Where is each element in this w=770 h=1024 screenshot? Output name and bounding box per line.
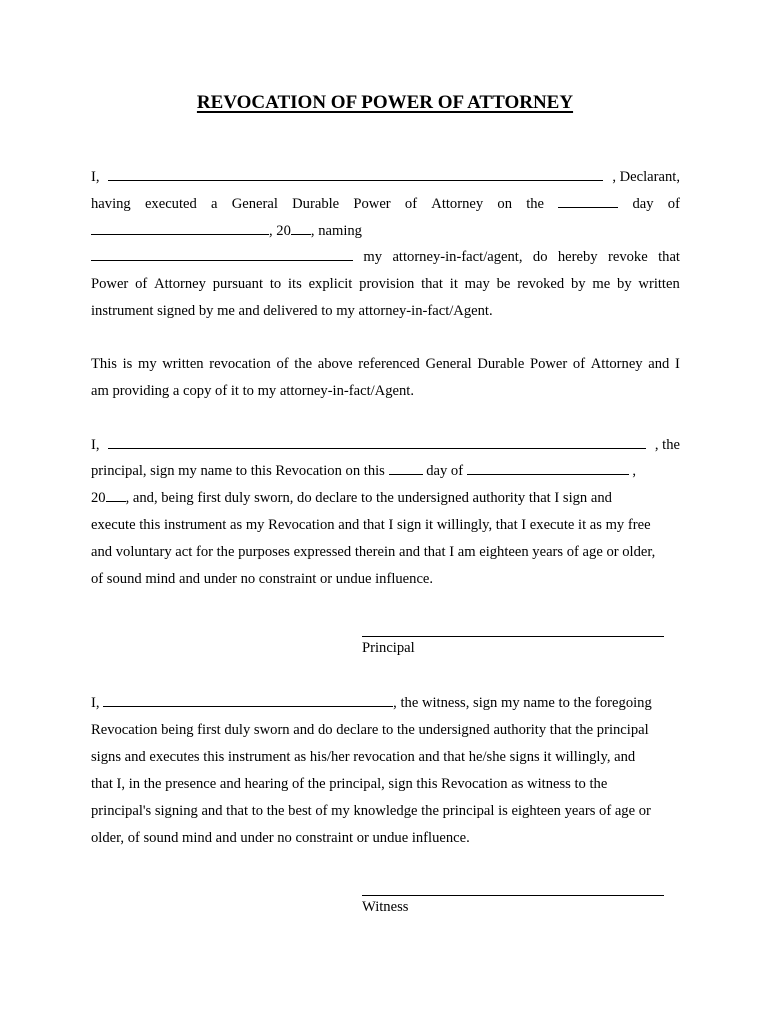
declarant-name-blank[interactable] <box>108 168 603 181</box>
instrument-line: instrument signed by me and delivered to my attorney-in-fact/Agent. <box>91 303 493 319</box>
word: to <box>269 276 282 292</box>
poa-year-blank[interactable] <box>291 222 311 235</box>
word: may <box>464 276 490 292</box>
word: of <box>667 196 680 212</box>
poa-day-blank[interactable] <box>558 195 618 208</box>
principal-text-line: execute this instrument as my Revocation and that I sign it willingly, that I execute it as my free <box>91 517 651 533</box>
word: and <box>648 356 670 372</box>
word: of <box>276 356 289 372</box>
word: on <box>497 196 512 212</box>
word: that <box>421 276 443 292</box>
word: provision <box>359 276 415 292</box>
principal-name-line <box>91 436 680 454</box>
word: be <box>496 276 511 292</box>
word: revoked <box>517 276 565 292</box>
principal-day-blank[interactable] <box>389 462 423 475</box>
word: attorney-in-fact/agent, <box>392 249 523 265</box>
principal-suffix: , the <box>654 437 680 453</box>
principal-month-blank[interactable] <box>467 462 629 475</box>
witness-prefix: I, <box>91 695 100 711</box>
word: Attorney <box>590 356 643 372</box>
naming-word: , naming <box>310 223 362 239</box>
witness-text-line: older, of sound mind and under no constraint or undue influence. <box>91 830 470 846</box>
word: I <box>674 356 680 372</box>
principal-prefix: I, <box>91 437 100 453</box>
word: the <box>294 356 313 372</box>
principal-label: Principal <box>362 640 415 656</box>
witness-text-line: Revocation being first duly sworn and do declare to the undersigned authority that the principal <box>91 722 649 738</box>
year-prefix: , 20 <box>269 223 291 239</box>
witness-text-line: principal's signing and that to the best of my knowledge the principal is eighteen years of age or <box>91 803 651 819</box>
word: above <box>317 356 353 372</box>
word: of <box>135 276 148 292</box>
witness-name-line <box>91 694 652 712</box>
word: is <box>122 356 133 372</box>
word: do <box>532 249 548 265</box>
word: executed <box>144 196 197 212</box>
sworn-text: , and, being first duly sworn, do declare to the undersigned authority that I sign and <box>125 490 612 506</box>
word: my <box>363 249 383 265</box>
principal-signature-line[interactable] <box>362 636 664 637</box>
word: revoke <box>607 249 648 265</box>
principal-sign-text: principal, sign my name to this Revocation on this <box>91 463 385 479</box>
word: Power <box>91 276 129 292</box>
provision-line <box>91 275 680 293</box>
document-title: REVOCATION OF POWER OF ATTORNEY <box>196 92 574 113</box>
year-prefix: 20 <box>91 490 106 506</box>
word: Attorney <box>154 276 206 292</box>
poa-month-blank[interactable] <box>91 222 269 235</box>
word: it <box>449 276 458 292</box>
word: General <box>425 356 472 372</box>
word: having <box>91 196 131 212</box>
word: my <box>137 356 157 372</box>
word: Durable <box>477 356 525 372</box>
principal-date-line <box>91 462 636 480</box>
word: explicit <box>308 276 353 292</box>
word: that <box>658 249 680 265</box>
date-naming-line <box>91 222 362 240</box>
word: referenced <box>358 356 420 372</box>
word: Power <box>353 196 391 212</box>
agent-name-blank[interactable] <box>91 248 353 261</box>
word: a <box>211 196 218 212</box>
declarant-line <box>91 168 680 186</box>
principal-text-line: of sound mind and under no constraint or undue influence. <box>91 571 434 587</box>
word: of <box>572 356 586 372</box>
word: pursuant <box>212 276 264 292</box>
copy-line: am providing a copy of it to my attorney-in-fact/Agent. <box>91 383 415 399</box>
executed-line <box>91 195 680 213</box>
word: of <box>404 196 418 212</box>
word: the <box>526 196 545 212</box>
word: hereby <box>557 249 598 265</box>
agent-line <box>91 248 680 266</box>
word: written <box>638 276 680 292</box>
word: me <box>592 276 611 292</box>
word: by <box>571 276 586 292</box>
declarant-suffix: , Declarant, <box>612 169 680 185</box>
word: by <box>617 276 632 292</box>
principal-year-line <box>91 489 612 507</box>
written-revocation-line <box>91 355 680 373</box>
word: day <box>632 196 654 212</box>
word: This <box>91 356 117 372</box>
word: written <box>162 356 204 372</box>
witness-text-line: that I, in the presence and hearing of the principal, sign this Revocation as witness to the <box>91 776 608 792</box>
witness-text-line: signs and executes this instrument as his/her revocation and that he/she signs it willingly, and <box>91 749 636 765</box>
day-of-text: day of <box>426 463 464 479</box>
principal-name-blank[interactable] <box>108 436 646 449</box>
word: General <box>231 196 278 212</box>
principal-text-line: and voluntary act for the purposes expressed therein and that I am eighteen years of age or older, <box>91 544 656 560</box>
comma-text: , <box>632 463 637 479</box>
witness-label: Witness <box>362 899 409 915</box>
declarant-prefix: I, <box>91 169 100 185</box>
witness-suffix: , the witness, sign my name to the foregoing <box>393 695 652 711</box>
witness-name-blank[interactable] <box>103 694 393 707</box>
word: Attorney <box>431 196 484 212</box>
word: revocation <box>209 356 271 372</box>
principal-year-blank[interactable] <box>106 489 126 502</box>
witness-signature-line[interactable] <box>362 895 664 896</box>
word: its <box>287 276 302 292</box>
word: Durable <box>292 196 340 212</box>
word: Power <box>529 356 568 372</box>
